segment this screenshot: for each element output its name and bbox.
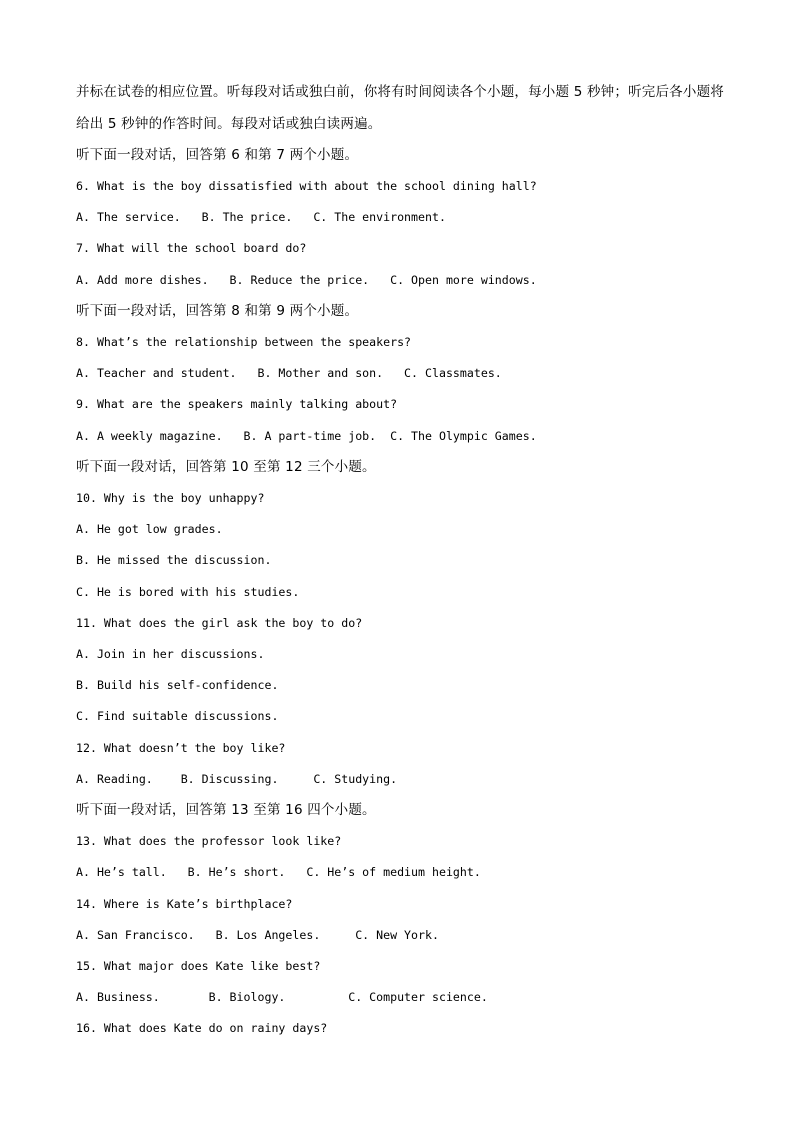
question-8: 8. What’s the relationship between the speakers? bbox=[76, 335, 412, 349]
question-15: 15. What major does Kate like best? bbox=[76, 959, 321, 973]
question-13-options: A. He’s tall. B. He’s short. C. He’s of medium height. bbox=[76, 865, 481, 879]
question-10-option-b: B. He missed the discussion. bbox=[76, 553, 272, 567]
section-heading-6-7: 听下面一段对话，回答第 6 和第 7 两个小题。 bbox=[76, 147, 359, 163]
question-12-options: A. Reading. B. Discussing. C. Studying. bbox=[76, 772, 398, 786]
question-10: 10. Why is the boy unhappy? bbox=[76, 491, 265, 505]
question-14-options: A. San Francisco. B. Los Angeles. C. New York. bbox=[76, 928, 439, 942]
section-heading-10-12: 听下面一段对话，回答第 10 至第 12 三个小题。 bbox=[76, 459, 376, 475]
question-11-option-c: C. Find suitable discussions. bbox=[76, 709, 279, 723]
question-15-options: A. Business. B. Biology. C. Computer science. bbox=[76, 990, 488, 1004]
question-16: 16. What does Kate do on rainy days? bbox=[76, 1021, 328, 1035]
question-11: 11. What does the girl ask the boy to do? bbox=[76, 616, 363, 630]
section-heading-13-16: 听下面一段对话，回答第 13 至第 16 四个小题。 bbox=[76, 802, 376, 818]
intro-line-2: 给出 5 秒钟的作答时间。每段对话或独白读两遍。 bbox=[76, 116, 382, 132]
question-11-option-a: A. Join in her discussions. bbox=[76, 647, 265, 661]
intro-line-1: 并标在试卷的相应位置。听每段对话或独白前，你将有时间阅读各个小题，每小题 5 秒钟；听完后各小题将 bbox=[76, 84, 724, 100]
question-9-options: A. A weekly magazine. B. A part-time job. C. The Olympic Games. bbox=[76, 429, 537, 443]
question-10-option-a: A. He got low grades. bbox=[76, 522, 223, 536]
question-9: 9. What are the speakers mainly talking about? bbox=[76, 397, 398, 411]
question-7-options: A. Add more dishes. B. Reduce the price. C. Open more windows. bbox=[76, 273, 537, 287]
question-7: 7. What will the school board do? bbox=[76, 241, 307, 255]
question-6: 6. What is the boy dissatisfied with about the school dining hall? bbox=[76, 179, 537, 193]
question-11-option-b: B. Build his self-confidence. bbox=[76, 678, 279, 692]
question-8-options: A. Teacher and student. B. Mother and son. C. Classmates. bbox=[76, 366, 502, 380]
question-13: 13. What does the professor look like? bbox=[76, 834, 342, 848]
section-heading-8-9: 听下面一段对话，回答第 8 和第 9 两个小题。 bbox=[76, 303, 359, 319]
question-12: 12. What doesn’t the boy like? bbox=[76, 741, 286, 755]
question-6-options: A. The service. B. The price. C. The environment. bbox=[76, 210, 446, 224]
question-10-option-c: C. He is bored with his studies. bbox=[76, 585, 300, 599]
question-14: 14. Where is Kate’s birthplace? bbox=[76, 897, 293, 911]
